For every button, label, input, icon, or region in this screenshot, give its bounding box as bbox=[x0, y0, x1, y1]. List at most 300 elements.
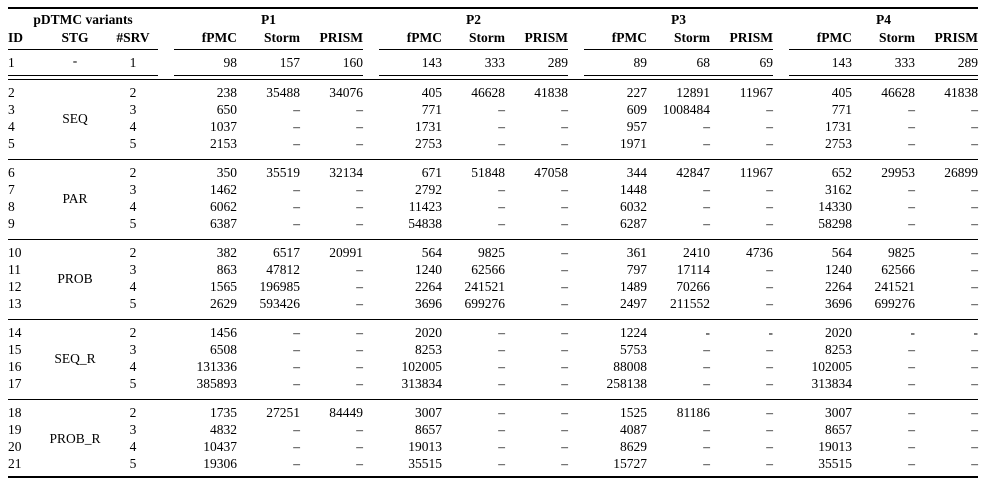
cell-value: – bbox=[561, 456, 569, 471]
cell-value: 9825 bbox=[478, 245, 506, 260]
cell-value: 35488 bbox=[266, 85, 301, 100]
cell-id: 2 bbox=[8, 85, 15, 100]
column-gap bbox=[773, 455, 789, 477]
cell-value: – bbox=[293, 102, 301, 117]
table-row bbox=[8, 278, 978, 295]
cell-id: 15 bbox=[8, 342, 22, 357]
cell-value: – bbox=[498, 216, 506, 231]
cell-value: 2792 bbox=[415, 182, 443, 197]
column-gap bbox=[773, 375, 789, 396]
cell-value: – bbox=[293, 136, 301, 151]
cell-value: 8629 bbox=[620, 439, 648, 454]
cell-value: – bbox=[908, 136, 916, 151]
cell-value: – bbox=[561, 325, 569, 340]
cell-value: 1224 bbox=[620, 325, 648, 340]
cell-value: – bbox=[766, 136, 774, 151]
cell-value: 2753 bbox=[825, 136, 853, 151]
cell-value: 5753 bbox=[620, 342, 648, 357]
table-row bbox=[8, 261, 978, 278]
cell-value: 258138 bbox=[606, 376, 648, 391]
cell-value: - bbox=[910, 325, 916, 340]
cell-id: 10 bbox=[8, 245, 22, 260]
cell-value: – bbox=[766, 199, 774, 214]
cell-value: – bbox=[498, 359, 506, 374]
column-gap bbox=[568, 400, 584, 422]
table-row bbox=[8, 135, 978, 156]
cell-value: – bbox=[908, 216, 916, 231]
column-gap bbox=[158, 261, 174, 278]
cell-value: – bbox=[971, 102, 979, 117]
cell-value: 42847 bbox=[676, 165, 711, 180]
cell-value: 333 bbox=[442, 50, 505, 76]
cell-value: – bbox=[971, 405, 979, 420]
cell-value: 3696 bbox=[415, 296, 443, 311]
column-gap bbox=[363, 8, 379, 29]
column-gap bbox=[363, 421, 379, 438]
header-p4-storm: Storm bbox=[852, 29, 915, 50]
cell-srv: 4 bbox=[129, 279, 137, 294]
cell-value: 8657 bbox=[825, 422, 853, 437]
cell-srv: 4 bbox=[129, 119, 137, 134]
column-gap bbox=[568, 101, 584, 118]
column-gap bbox=[158, 455, 174, 477]
column-gap bbox=[158, 50, 174, 76]
cell-value: 4087 bbox=[620, 422, 648, 437]
column-gap bbox=[158, 135, 174, 156]
cell-value: 241521 bbox=[464, 279, 506, 294]
cell-value: 609 bbox=[626, 102, 648, 117]
header-p2-storm: Storm bbox=[442, 29, 505, 50]
cell-value: 11423 bbox=[408, 199, 443, 214]
cell-value: 51848 bbox=[471, 165, 506, 180]
cell-value: 8657 bbox=[415, 422, 443, 437]
cell-value: – bbox=[561, 262, 569, 277]
cell-srv: 4 bbox=[129, 359, 137, 374]
cell-id: 19 bbox=[8, 422, 22, 437]
table-row bbox=[8, 295, 978, 316]
cell-value: – bbox=[498, 325, 506, 340]
column-gap bbox=[568, 215, 584, 236]
cell-value: 6287 bbox=[620, 216, 648, 231]
cell-value: 333 bbox=[852, 50, 915, 76]
table-row bbox=[8, 101, 978, 118]
cell-value: 1240 bbox=[415, 262, 443, 277]
cell-value: – bbox=[561, 405, 569, 420]
cell-value: – bbox=[766, 422, 774, 437]
cell-value: 143 bbox=[789, 50, 852, 76]
cell-value: – bbox=[971, 359, 979, 374]
cell-value: 385893 bbox=[196, 376, 238, 391]
cell-value: – bbox=[766, 456, 774, 471]
cell-value: – bbox=[703, 456, 711, 471]
cell-value: 160 bbox=[300, 50, 363, 76]
cell-value: 102005 bbox=[401, 359, 443, 374]
cell-value: – bbox=[971, 199, 979, 214]
cell-value: 771 bbox=[831, 102, 853, 117]
cell-value: – bbox=[908, 359, 916, 374]
cell-value: – bbox=[561, 376, 569, 391]
cell-value: – bbox=[356, 342, 364, 357]
column-gap bbox=[363, 358, 379, 375]
cell-value: – bbox=[356, 262, 364, 277]
cell-id: 18 bbox=[8, 405, 22, 420]
cell-value: 344 bbox=[626, 165, 648, 180]
column-gap bbox=[568, 135, 584, 156]
column-gap bbox=[568, 118, 584, 135]
column-gap bbox=[773, 215, 789, 236]
cell-value: 652 bbox=[831, 165, 853, 180]
cell-value: 8253 bbox=[415, 342, 443, 357]
group-label-p4: P4 bbox=[876, 12, 892, 27]
cell-value: 2410 bbox=[683, 245, 711, 260]
cell-value: – bbox=[766, 182, 774, 197]
column-gap bbox=[363, 80, 379, 102]
cell-value: 289 bbox=[915, 50, 978, 76]
cell-srv: 4 bbox=[129, 439, 137, 454]
header-p1-storm: Storm bbox=[237, 29, 300, 50]
cell-value: – bbox=[971, 245, 979, 260]
cell-value: – bbox=[766, 359, 774, 374]
cell-value: 35519 bbox=[266, 165, 301, 180]
cell-id: 6 bbox=[8, 165, 15, 180]
cell-id: 7 bbox=[8, 182, 15, 197]
cell-value: – bbox=[971, 119, 979, 134]
cell-value: 699276 bbox=[874, 296, 916, 311]
table-row bbox=[8, 80, 978, 102]
cell-srv: 2 bbox=[129, 405, 137, 420]
cell-id: 8 bbox=[8, 199, 15, 214]
cell-value: 19013 bbox=[408, 439, 443, 454]
cell-value: – bbox=[293, 376, 301, 391]
cell-srv: 3 bbox=[129, 102, 137, 117]
cell-id: 9 bbox=[8, 216, 15, 231]
cell-srv: 2 bbox=[129, 325, 137, 340]
column-gap bbox=[773, 358, 789, 375]
cell-value: 2629 bbox=[210, 296, 238, 311]
cell-value: – bbox=[356, 422, 364, 437]
cell-srv: 5 bbox=[129, 216, 137, 231]
cell-value: – bbox=[703, 422, 711, 437]
cell-id: 12 bbox=[8, 279, 22, 294]
column-gap bbox=[158, 181, 174, 198]
cell-value: 84449 bbox=[329, 405, 364, 420]
cell-value: 4832 bbox=[210, 422, 238, 437]
table-row bbox=[8, 118, 978, 135]
cell-value: 2264 bbox=[415, 279, 443, 294]
cell-value: – bbox=[703, 216, 711, 231]
column-gap bbox=[773, 135, 789, 156]
cell-value: 2153 bbox=[210, 136, 238, 151]
cell-value: – bbox=[908, 342, 916, 357]
cell-value: 1525 bbox=[620, 405, 648, 420]
column-gap bbox=[773, 421, 789, 438]
group-label-pdtmc-variants: pDTMC variants bbox=[33, 12, 133, 27]
table-row bbox=[8, 215, 978, 236]
cell-srv: 2 bbox=[129, 85, 137, 100]
column-gap bbox=[568, 181, 584, 198]
column-gap bbox=[568, 421, 584, 438]
table-row bbox=[8, 400, 978, 422]
cell-value: – bbox=[908, 422, 916, 437]
cell-value: 131336 bbox=[196, 359, 238, 374]
cell-value: 27251 bbox=[266, 405, 301, 420]
cell-srv: 3 bbox=[129, 422, 137, 437]
cell-value: – bbox=[766, 279, 774, 294]
cell-id: 1 bbox=[8, 50, 42, 76]
cell-value: – bbox=[561, 359, 569, 374]
header-p1-fpmc: fPMC bbox=[174, 29, 237, 50]
column-gap bbox=[773, 320, 789, 342]
column-gap bbox=[773, 295, 789, 316]
cell-value: 47058 bbox=[534, 165, 569, 180]
table-row bbox=[8, 181, 978, 198]
cell-value: 62566 bbox=[881, 262, 916, 277]
cell-value: 1008484 bbox=[662, 102, 711, 117]
cell-value: – bbox=[498, 342, 506, 357]
column-gap bbox=[773, 240, 789, 262]
cell-value: – bbox=[561, 422, 569, 437]
cell-value: – bbox=[703, 182, 711, 197]
cell-value: - bbox=[973, 325, 979, 340]
cell-value: – bbox=[561, 245, 569, 260]
column-gap bbox=[158, 438, 174, 455]
column-header-row bbox=[8, 29, 978, 50]
cell-value: – bbox=[498, 119, 506, 134]
cell-value: 1735 bbox=[210, 405, 238, 420]
cell-srv: 3 bbox=[129, 262, 137, 277]
cell-value: 8253 bbox=[825, 342, 853, 357]
column-gap bbox=[158, 215, 174, 236]
column-gap bbox=[773, 198, 789, 215]
cell-value: 3007 bbox=[415, 405, 443, 420]
cell-value: – bbox=[703, 199, 711, 214]
cell-value: – bbox=[908, 456, 916, 471]
cell-value: – bbox=[356, 119, 364, 134]
cell-value: – bbox=[561, 216, 569, 231]
cell-value: – bbox=[703, 376, 711, 391]
cell-value: – bbox=[766, 342, 774, 357]
cell-value: – bbox=[356, 456, 364, 471]
column-gap bbox=[773, 101, 789, 118]
column-gap bbox=[773, 160, 789, 182]
column-gap bbox=[568, 320, 584, 342]
column-gap bbox=[568, 160, 584, 182]
cell-value: 3696 bbox=[825, 296, 853, 311]
cell-value: 102005 bbox=[811, 359, 853, 374]
column-gap bbox=[158, 101, 174, 118]
cell-value: 593426 bbox=[259, 296, 301, 311]
column-gap bbox=[568, 438, 584, 455]
column-gap bbox=[363, 215, 379, 236]
column-gap bbox=[773, 118, 789, 135]
cell-value: – bbox=[703, 342, 711, 357]
column-gap bbox=[363, 400, 379, 422]
column-gap bbox=[158, 400, 174, 422]
column-gap bbox=[158, 198, 174, 215]
cell-value: 211552 bbox=[670, 296, 711, 311]
column-gap bbox=[158, 295, 174, 316]
column-gap bbox=[773, 29, 789, 50]
table-row bbox=[8, 438, 978, 455]
cell-value: 11967 bbox=[739, 85, 774, 100]
cell-value: 564 bbox=[421, 245, 443, 260]
column-gap bbox=[568, 455, 584, 477]
column-gap bbox=[568, 261, 584, 278]
cell-value: – bbox=[293, 456, 301, 471]
cell-value: 196985 bbox=[259, 279, 301, 294]
cell-value: – bbox=[498, 439, 506, 454]
cell-value: – bbox=[908, 182, 916, 197]
cell-value: 1448 bbox=[620, 182, 648, 197]
column-gap bbox=[363, 261, 379, 278]
cell-value: 1565 bbox=[210, 279, 238, 294]
column-gap bbox=[363, 160, 379, 182]
cell-value: 313834 bbox=[401, 376, 443, 391]
cell-value: 382 bbox=[216, 245, 238, 260]
cell-srv: 5 bbox=[129, 376, 137, 391]
column-gap bbox=[363, 135, 379, 156]
cell-value: 6508 bbox=[210, 342, 238, 357]
cell-srv: 5 bbox=[129, 296, 137, 311]
header-p1-prism: PRISM bbox=[300, 29, 363, 50]
cell-value: 2020 bbox=[825, 325, 853, 340]
cell-value: 1489 bbox=[620, 279, 648, 294]
cell-value: – bbox=[703, 119, 711, 134]
header-p2-prism: PRISM bbox=[505, 29, 568, 50]
cell-value: 699276 bbox=[464, 296, 506, 311]
cell-value: – bbox=[293, 439, 301, 454]
cell-value: – bbox=[356, 216, 364, 231]
column-gap bbox=[158, 278, 174, 295]
cell-srv: 5 bbox=[129, 456, 137, 471]
group-label-p2: P2 bbox=[466, 12, 482, 27]
cell-value: 1456 bbox=[210, 325, 238, 340]
cell-srv: 2 bbox=[129, 245, 137, 260]
cell-value: 2497 bbox=[620, 296, 648, 311]
cell-value: – bbox=[971, 422, 979, 437]
cell-srv: 5 bbox=[129, 136, 137, 151]
column-gap bbox=[158, 118, 174, 135]
cell-value: – bbox=[561, 199, 569, 214]
cell-value: 2753 bbox=[415, 136, 443, 151]
cell-value: – bbox=[293, 182, 301, 197]
cell-value: – bbox=[561, 119, 569, 134]
cell-value: – bbox=[971, 279, 979, 294]
cell-value: 58298 bbox=[818, 216, 853, 231]
cell-value: 15727 bbox=[613, 456, 648, 471]
table-row bbox=[8, 160, 978, 182]
cell-value: 14330 bbox=[818, 199, 853, 214]
cell-value: 863 bbox=[216, 262, 238, 277]
cell-value: 671 bbox=[421, 165, 443, 180]
cell-value: – bbox=[703, 136, 711, 151]
cell-value: – bbox=[498, 405, 506, 420]
cell-value: 3007 bbox=[825, 405, 853, 420]
header-srv: #SRV bbox=[108, 29, 158, 50]
column-gap bbox=[363, 455, 379, 477]
header-p3-prism: PRISM bbox=[710, 29, 773, 50]
header-p4-prism: PRISM bbox=[915, 29, 978, 50]
cell-value: 6387 bbox=[210, 216, 238, 231]
cell-value: – bbox=[971, 216, 979, 231]
table-row bbox=[8, 358, 978, 375]
column-gap bbox=[363, 438, 379, 455]
column-gap bbox=[773, 50, 789, 76]
cell-value: – bbox=[498, 182, 506, 197]
cell-value: 241521 bbox=[874, 279, 916, 294]
cell-value: – bbox=[356, 359, 364, 374]
cell-value: – bbox=[766, 119, 774, 134]
column-gap bbox=[158, 29, 174, 50]
cell-value: – bbox=[908, 376, 916, 391]
cell-value: – bbox=[356, 376, 364, 391]
column-gap bbox=[363, 29, 379, 50]
cell-value: 6517 bbox=[273, 245, 301, 260]
column-gap bbox=[773, 181, 789, 198]
column-gap bbox=[363, 295, 379, 316]
cell-value: 313834 bbox=[811, 376, 853, 391]
cell-stg: - bbox=[42, 50, 108, 76]
cell-value: 6032 bbox=[620, 199, 648, 214]
cell-value: 405 bbox=[421, 85, 443, 100]
cell-value: 350 bbox=[216, 165, 238, 180]
column-gap bbox=[568, 295, 584, 316]
cell-id: 17 bbox=[8, 376, 22, 391]
column-gap bbox=[158, 80, 174, 102]
column-gap bbox=[158, 358, 174, 375]
cell-value: – bbox=[766, 376, 774, 391]
cell-value: 46628 bbox=[471, 85, 506, 100]
cell-srv: 3 bbox=[129, 342, 137, 357]
column-gap bbox=[568, 80, 584, 102]
cell-value: – bbox=[766, 296, 774, 311]
cell-id: 11 bbox=[8, 262, 21, 277]
column-gap bbox=[158, 160, 174, 182]
column-gap bbox=[363, 320, 379, 342]
cell-value: 361 bbox=[626, 245, 648, 260]
cell-value: – bbox=[356, 279, 364, 294]
cell-value: 157 bbox=[237, 50, 300, 76]
cell-value: – bbox=[356, 102, 364, 117]
cell-value: 1240 bbox=[825, 262, 853, 277]
cell-value: 1731 bbox=[415, 119, 443, 134]
cell-srv: 1 bbox=[108, 50, 158, 76]
cell-value: – bbox=[293, 119, 301, 134]
cell-value: – bbox=[293, 422, 301, 437]
cell-value: 10437 bbox=[203, 439, 238, 454]
table-row bbox=[8, 421, 978, 438]
column-gap bbox=[363, 50, 379, 76]
cell-value: 11967 bbox=[739, 165, 774, 180]
cell-value: – bbox=[561, 102, 569, 117]
cell-value: 12891 bbox=[676, 85, 711, 100]
cell-value: 1971 bbox=[620, 136, 648, 151]
table-row bbox=[8, 320, 978, 342]
cell-value: – bbox=[971, 136, 979, 151]
cell-value: – bbox=[561, 279, 569, 294]
cell-id: 16 bbox=[8, 359, 22, 374]
cell-value: 41838 bbox=[944, 85, 979, 100]
column-gap bbox=[363, 118, 379, 135]
cell-stg: PROB_R bbox=[49, 430, 101, 446]
cell-srv: 4 bbox=[129, 199, 137, 214]
cell-stg: SEQ_R bbox=[54, 350, 96, 366]
cell-stg: PROB bbox=[57, 270, 93, 286]
header-p3-storm: Storm bbox=[647, 29, 710, 50]
cell-value: 2264 bbox=[825, 279, 853, 294]
cell-value: 238 bbox=[216, 85, 238, 100]
cell-value: – bbox=[356, 182, 364, 197]
